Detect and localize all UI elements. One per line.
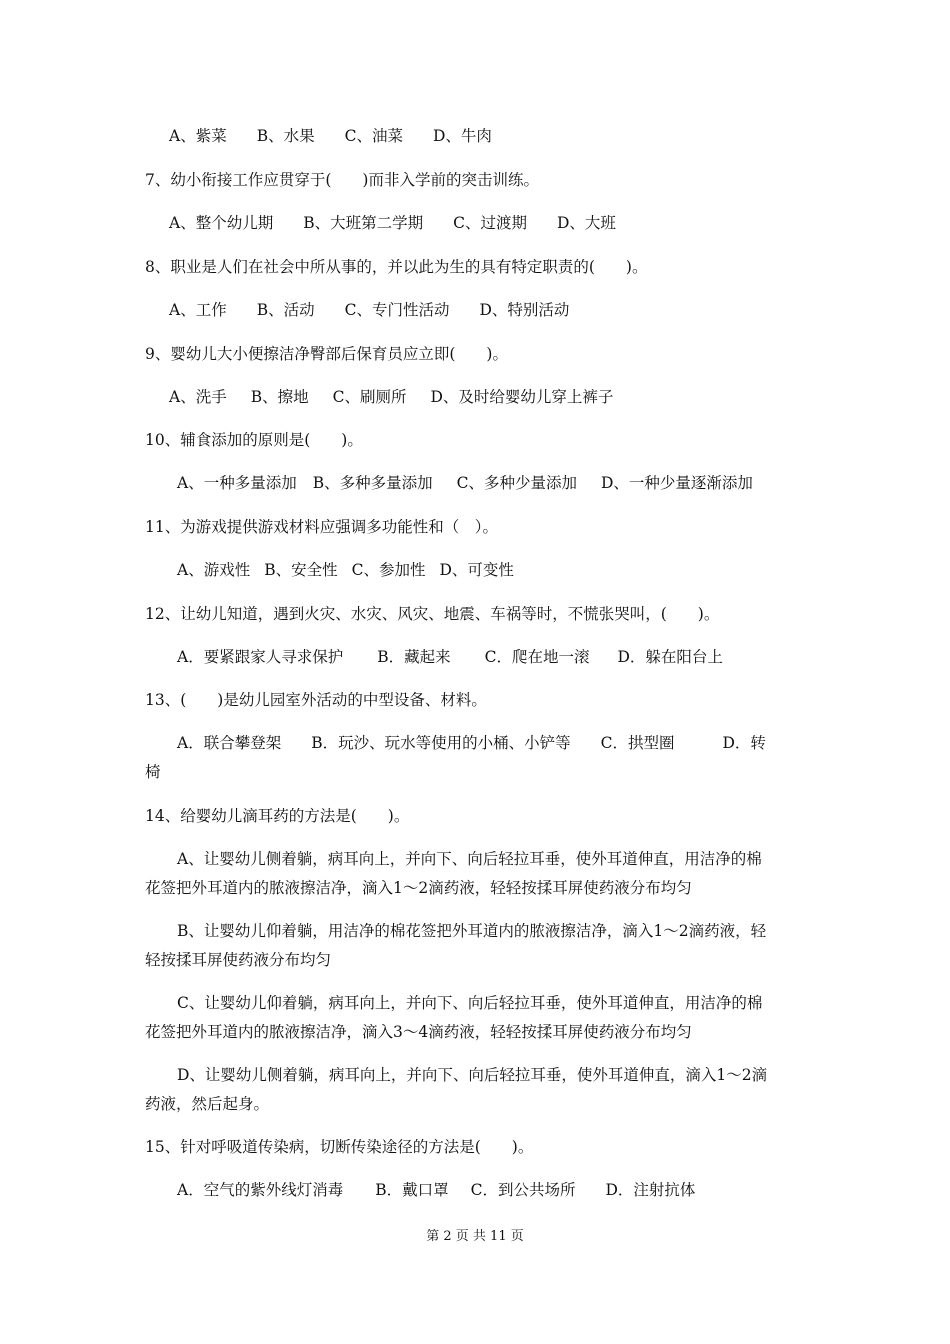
q13-options: [177, 729, 842, 758]
page-footer: 第 2 页 共 11 页: [426, 1229, 524, 1244]
q10-option-d: D、一种少量逐渐添加: [600, 474, 753, 492]
q9-option-b: B、擦地: [250, 388, 309, 406]
q14-option-b-line1: B、让婴幼儿仰着躺，用洁净的棉花签把外耳道内的脓液擦洁净，滴入1～2滴药液，轻: [177, 922, 767, 940]
q10-options: [177, 469, 842, 498]
q6-option-c: C、油菜: [344, 127, 403, 145]
q14-option-c-line2: 花签把外耳道内的脓液擦洁净，滴入3～4滴药液，轻轻按揉耳屏使药液分布均匀: [145, 1023, 692, 1041]
q12-option-b: B．藏起来: [377, 648, 451, 666]
q7-option-a: A、整个幼儿期: [169, 214, 274, 232]
q15-option-c: C．到公共场所: [470, 1181, 576, 1199]
q12-stem: 12、让幼儿知道，遇到火灾、水灾、风灾、地震、车祸等时，不慌张哭叫，( )。: [145, 605, 720, 623]
q6-options: [169, 122, 834, 151]
q13-options-wrap: 椅: [145, 763, 161, 781]
q13-option-b: B．玩沙、玩水等使用的小桶、小铲等: [311, 734, 571, 752]
q14-option-a-line1: A、让婴幼儿侧着躺，病耳向上，并向下、向后轻拉耳垂，使外耳道伸直，用洁净的棉: [177, 850, 762, 868]
q15-option-a: A．空气的紫外线灯消毒: [177, 1181, 344, 1199]
q6-option-b: B、水果: [256, 127, 315, 145]
q14-option-d-line1: D、让婴幼儿侧着躺，病耳向上，并向下、向后轻拉耳垂，使外耳道伸直，滴入1～2滴: [177, 1066, 768, 1084]
q13-option-d: D．转: [722, 734, 766, 752]
q12-option-a: A．要紧跟家人寻求保护: [177, 648, 344, 666]
q6-option-a: A、紫菜: [169, 127, 227, 145]
q10-stem: 10、辅食添加的原则是( )。: [145, 431, 363, 449]
q10-option-a: A、一种多量添加: [177, 474, 297, 492]
q6-option-d: D、牛肉: [432, 127, 492, 145]
q14-option-b-line2: 轻按揉耳屏使药液分布均匀: [145, 951, 332, 969]
q9-option-d: D、及时给婴幼儿穿上裤子: [430, 388, 614, 406]
q14-option-c-line1: C、让婴幼儿仰着躺，病耳向上，并向下、向后轻拉耳垂，使外耳道伸直，用洁净的棉: [177, 994, 763, 1012]
q10-option-b: B、多种多量添加: [312, 474, 433, 492]
q8-option-a: A、工作: [169, 301, 227, 319]
q15-stem: 15、针对呼吸道传染病，切断传染途径的方法是( )。: [145, 1138, 534, 1156]
q7-options: [169, 209, 834, 238]
q15-options: [177, 1176, 842, 1205]
q10-option-c: C、多种少量添加: [456, 474, 577, 492]
q11-options: [177, 556, 842, 585]
q15-option-d: D．注射抗体: [605, 1181, 696, 1199]
q8-stem: 8、职业是人们在社会中所从事的，并以此为生的具有特定职责的( )。: [145, 258, 648, 276]
q14-option-a-line2: 花签把外耳道内的脓液擦洁净，滴入1～2滴药液，轻轻按揉耳屏使药液分布均匀: [145, 879, 692, 897]
q7-stem: 7、幼小衔接工作应贯穿于( )而非入学前的突击训练。: [145, 171, 539, 189]
q15-option-b: B．戴口罩: [375, 1181, 449, 1199]
q7-option-b: B、大班第二学期: [303, 214, 424, 232]
q9-option-a: A、洗手: [169, 388, 227, 406]
q12-options: [177, 643, 842, 672]
q9-option-c: C、刷厕所: [332, 388, 407, 406]
q11-stem: 11、为游戏提供游戏材料应强调多功能性和（ ）。: [145, 518, 498, 536]
q11-option-a: A、游戏性: [177, 561, 251, 579]
q8-option-c: C、专门性活动: [344, 301, 450, 319]
q9-stem: 9、婴幼儿大小便擦洁净臀部后保育员应立即( )。: [145, 345, 508, 363]
q9-options: [169, 383, 834, 412]
q13-stem: 13、( )是幼儿园室外活动的中型设备、材料。: [145, 691, 487, 709]
q12-option-c: C．爬在地一滚: [484, 648, 590, 666]
q12-option-d: D．躲在阳台上: [617, 648, 723, 666]
q8-options: [169, 296, 834, 325]
q13-option-a: A．联合攀登架: [177, 734, 282, 752]
q14-option-d-line2: 药液，然后起身。: [145, 1095, 270, 1113]
q14-stem: 14、给婴幼儿滴耳药的方法是( )。: [145, 807, 410, 825]
q11-option-c: C、参加性: [351, 561, 426, 579]
q8-option-d: D、特别活动: [479, 301, 570, 319]
q8-option-b: B、活动: [256, 301, 315, 319]
q11-option-b: B、安全性: [264, 561, 338, 579]
q7-option-c: C、过渡期: [453, 214, 527, 232]
q13-option-c: C．拱型圈: [600, 734, 675, 752]
q7-option-d: D、大班: [556, 214, 616, 232]
q11-option-d: D、可变性: [439, 561, 514, 579]
